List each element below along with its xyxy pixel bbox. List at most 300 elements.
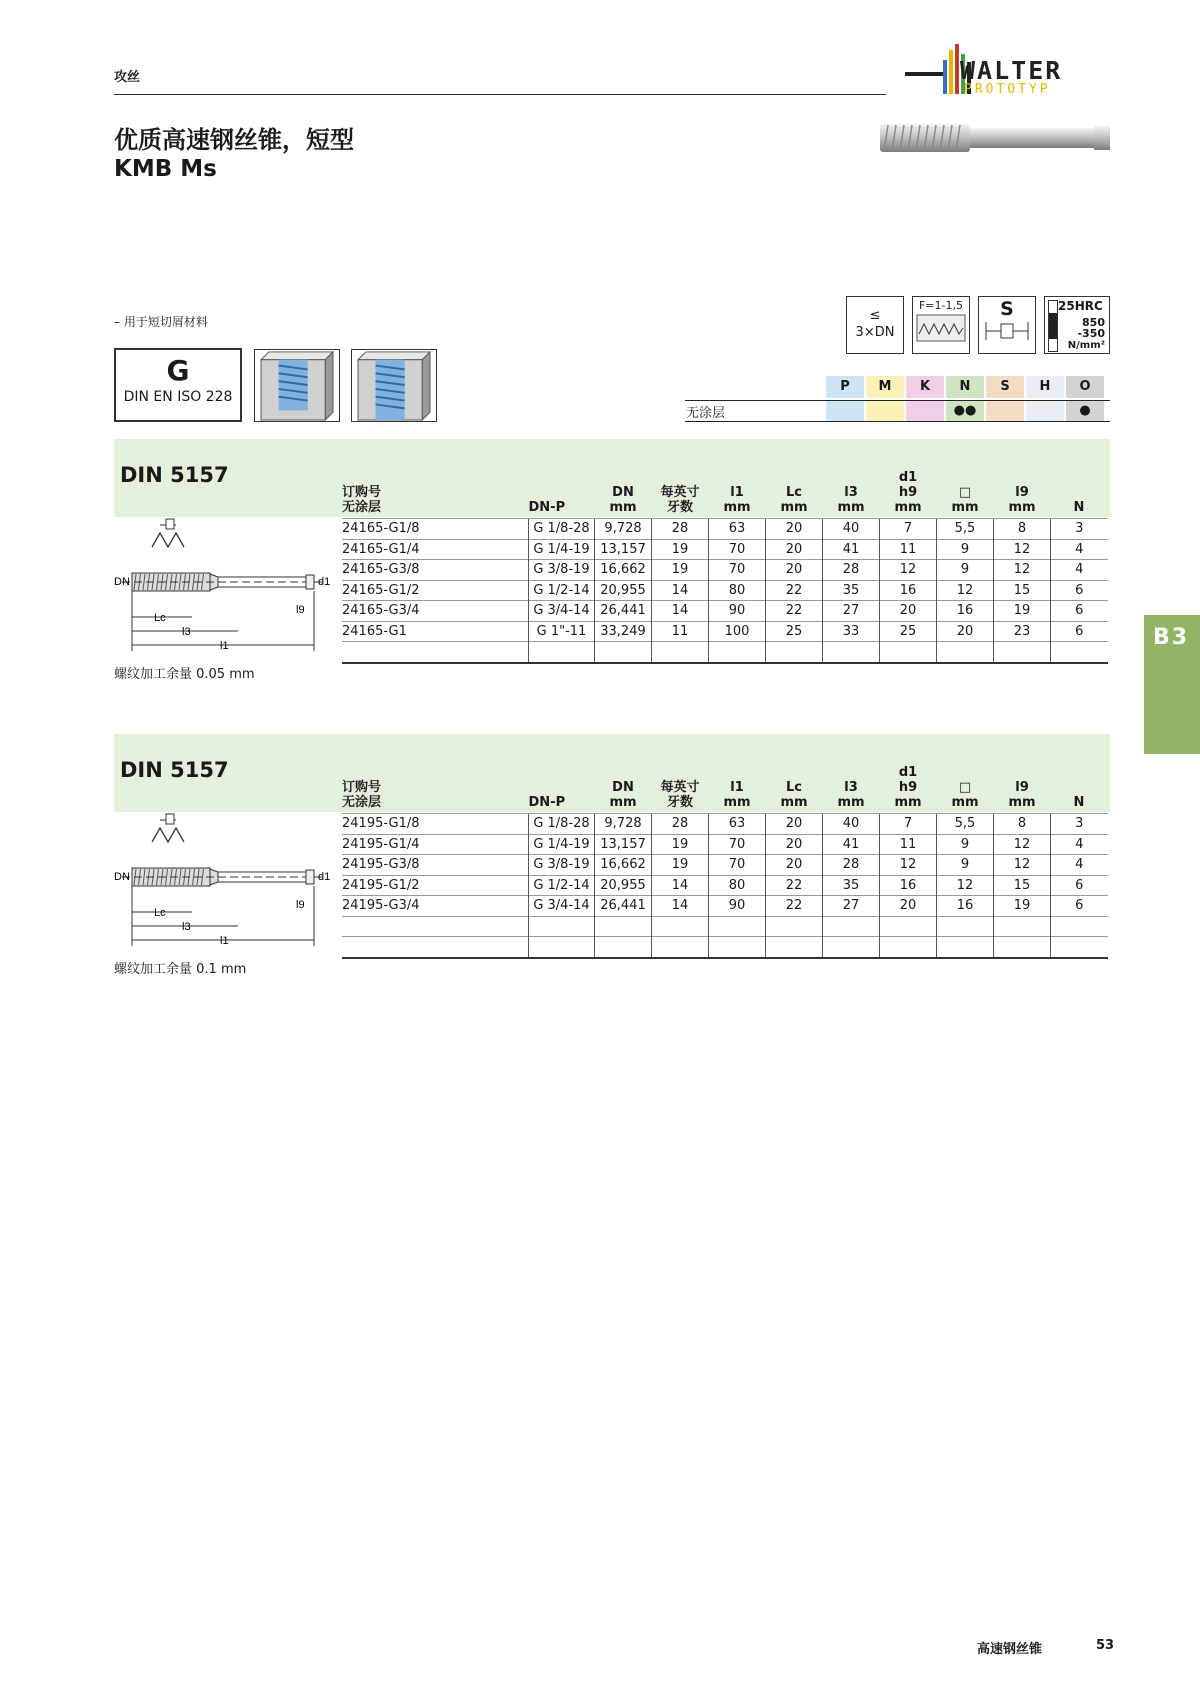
table-cell xyxy=(880,642,937,663)
header-text-order: 订购号 xyxy=(342,780,382,795)
table-cell xyxy=(529,937,595,958)
table-cell: 9,728 xyxy=(595,519,652,540)
table-cell: 41 xyxy=(823,834,880,855)
column-header xyxy=(652,752,709,814)
table-cell: G 1/8-28 xyxy=(529,814,595,835)
table-cell xyxy=(766,916,823,937)
dimensions-table xyxy=(342,752,1108,959)
shank-label: S xyxy=(1000,298,1014,320)
table-cell: 20 xyxy=(766,539,823,560)
table-cell: 16 xyxy=(937,896,994,917)
table-cell: 20 xyxy=(766,855,823,876)
header-text-dn_unit: mm xyxy=(609,500,637,515)
table-cell xyxy=(766,642,823,663)
table-cell: 20 xyxy=(766,834,823,855)
table-cell: 15 xyxy=(994,580,1051,601)
material-group-n: N xyxy=(946,376,984,398)
thread-form-icon xyxy=(912,296,970,354)
table-cell: 4 xyxy=(1051,834,1108,855)
order-number-cell: 24165-G3/4 xyxy=(342,601,529,622)
table-cell: 7 xyxy=(880,814,937,835)
table-cell xyxy=(595,916,652,937)
table-cell: 28 xyxy=(652,814,709,835)
logo-subline: PROTOTYP xyxy=(964,82,1051,97)
table-cell xyxy=(823,642,880,663)
table-cell: 9 xyxy=(937,539,994,560)
table-cell: 100 xyxy=(709,621,766,642)
header-text-unit: mm xyxy=(1008,795,1036,810)
table-cell: G 3/8-19 xyxy=(529,855,595,876)
table-cell: 4 xyxy=(1051,539,1108,560)
table-cell: 70 xyxy=(709,855,766,876)
chip-note: – 用于短切屑材料 xyxy=(114,315,208,329)
table-cell: 3 xyxy=(1051,814,1108,835)
table-cell xyxy=(652,937,709,958)
table-row[interactable] xyxy=(342,855,1108,876)
order-number-cell: 24165-G1/4 xyxy=(342,539,529,560)
table-cell: 22 xyxy=(766,875,823,896)
table-cell: 63 xyxy=(709,519,766,540)
table-cell: 4 xyxy=(1051,855,1108,876)
table-row[interactable] xyxy=(342,519,1108,540)
header-text-n: N xyxy=(1073,795,1085,810)
table-cell: 12 xyxy=(880,855,937,876)
coating-mark-m xyxy=(866,401,904,421)
table-cell: G 1/2-14 xyxy=(529,580,595,601)
header-text-tpi: 每英寸 xyxy=(660,485,700,500)
header-text-unit: mm xyxy=(894,500,922,515)
order-number-cell xyxy=(342,642,529,663)
header-text-d1: d1 xyxy=(898,470,918,485)
table-row[interactable] xyxy=(342,539,1108,560)
table-cell: G 3/8-19 xyxy=(529,560,595,581)
header-text-unit: mm xyxy=(780,500,808,515)
header-text-lc: Lc xyxy=(786,780,802,795)
depth-icon xyxy=(846,296,904,354)
table-cell: 20 xyxy=(766,814,823,835)
section-label: 攻丝 xyxy=(114,70,141,85)
table-row[interactable] xyxy=(342,642,1108,663)
table-cell: 5,5 xyxy=(937,814,994,835)
table-cell: 20,955 xyxy=(595,875,652,896)
table-cell: 5,5 xyxy=(937,519,994,540)
table-cell: 22 xyxy=(766,580,823,601)
column-header xyxy=(766,457,823,519)
header-text-dn: DN xyxy=(612,780,634,795)
table-cell: 19 xyxy=(652,560,709,581)
table-cell: 33,249 xyxy=(595,621,652,642)
svg-text:DN: DN xyxy=(114,576,130,588)
table-cell: 33 xyxy=(823,621,880,642)
header-text-dn_unit: mm xyxy=(609,795,637,810)
table-cell: 11 xyxy=(880,834,937,855)
column-header xyxy=(1051,752,1108,814)
thread-standard: DIN EN ISO 228 xyxy=(123,389,233,405)
product-name: KMB Ms xyxy=(114,156,217,182)
coating-mark-n: ●● xyxy=(946,401,984,421)
header-text-l1: l1 xyxy=(730,780,744,795)
table-cell: 8 xyxy=(994,814,1051,835)
tap-product-image xyxy=(880,122,1110,154)
table-cell: 12 xyxy=(880,560,937,581)
table-cell: G 1/4-19 xyxy=(529,834,595,855)
table-cell: 3 xyxy=(1051,519,1108,540)
header-text-unit: mm xyxy=(723,795,751,810)
coating-mark-s xyxy=(986,401,1024,421)
column-header xyxy=(823,457,880,519)
table-cell: 12 xyxy=(994,834,1051,855)
header-text-l9: l9 xyxy=(1015,780,1029,795)
table-row[interactable] xyxy=(342,814,1108,835)
table-cell: 16,662 xyxy=(595,855,652,876)
svg-text:l3: l3 xyxy=(182,921,191,933)
table-cell: 13,157 xyxy=(595,834,652,855)
table-cell: 9,728 xyxy=(595,814,652,835)
table-cell: 12 xyxy=(994,539,1051,560)
column-header xyxy=(880,752,937,814)
header-text-d1_tol: h9 xyxy=(898,485,918,500)
column-header xyxy=(342,752,529,814)
table-cell xyxy=(823,937,880,958)
column-header xyxy=(766,752,823,814)
header-text-d1: d1 xyxy=(898,765,918,780)
order-number-cell: 24165-G3/8 xyxy=(342,560,529,581)
column-header xyxy=(529,457,595,519)
chapter-tab[interactable] xyxy=(1144,615,1200,754)
thread-profile-icon xyxy=(916,314,966,342)
table-cell: 8 xyxy=(994,519,1051,540)
header-divider xyxy=(114,94,886,95)
table-cell: 20 xyxy=(937,621,994,642)
table-cell: 35 xyxy=(823,580,880,601)
table-cell xyxy=(595,642,652,663)
svg-text:DN: DN xyxy=(114,871,130,883)
table-cell: 22 xyxy=(766,896,823,917)
table-cell: 63 xyxy=(709,814,766,835)
table-cell: 11 xyxy=(652,621,709,642)
table-row[interactable] xyxy=(342,580,1108,601)
hardness-range: 850 -350 xyxy=(1077,316,1105,340)
table-cell: 23 xyxy=(994,621,1051,642)
table-cell: 6 xyxy=(1051,580,1108,601)
column-header xyxy=(709,752,766,814)
table-cell: G 3/4-14 xyxy=(529,896,595,917)
table-cell: G 1/2-14 xyxy=(529,875,595,896)
table-cell: 16,662 xyxy=(595,560,652,581)
table-row[interactable] xyxy=(342,601,1108,622)
table-cell: 14 xyxy=(652,875,709,896)
header-text-order_sub: 无涂层 xyxy=(342,500,382,515)
column-header xyxy=(709,457,766,519)
header-text-tpi_sub: 牙数 xyxy=(666,795,693,810)
svg-text:l1: l1 xyxy=(220,935,229,947)
table-cell: 9 xyxy=(937,560,994,581)
svg-text:l9: l9 xyxy=(296,899,305,911)
coating-mark-k xyxy=(906,401,944,421)
material-group-p: P xyxy=(826,376,864,398)
hardness-scale xyxy=(1048,300,1058,352)
table-cell xyxy=(652,916,709,937)
table-cell xyxy=(709,642,766,663)
thread-letter: G xyxy=(166,354,190,387)
table-cell xyxy=(709,916,766,937)
table-header-row xyxy=(342,457,1108,519)
header-text-sq: □ xyxy=(958,485,972,500)
header-text-l3: l3 xyxy=(844,485,858,500)
table-cell xyxy=(880,916,937,937)
header-text-dn: DN xyxy=(612,485,634,500)
table-cell: 27 xyxy=(823,601,880,622)
thread-form-label: F=1-1,5 xyxy=(918,299,963,312)
table-cell: G 3/4-14 xyxy=(529,601,595,622)
table-cell: 7 xyxy=(880,519,937,540)
coating-mark-o: ● xyxy=(1066,401,1104,421)
column-header xyxy=(1051,457,1108,519)
coating-mark-p xyxy=(826,401,864,421)
svg-text:d1: d1 xyxy=(318,576,331,588)
din-standard-title: DIN 5157 xyxy=(120,463,229,487)
hardness-unit: N/mm² xyxy=(1067,340,1105,351)
table-cell: 70 xyxy=(709,560,766,581)
column-header xyxy=(994,752,1051,814)
table-cell: 14 xyxy=(652,580,709,601)
svg-text:Lc: Lc xyxy=(154,907,166,919)
header-text-unit: mm xyxy=(723,500,751,515)
table-cell: 19 xyxy=(652,834,709,855)
order-number-cell: 24195-G3/4 xyxy=(342,896,529,917)
blind-hole-icon xyxy=(254,349,340,422)
header-text-tpi: 每英寸 xyxy=(660,780,700,795)
table-cell: 19 xyxy=(994,601,1051,622)
table-cell: 70 xyxy=(709,539,766,560)
material-group-k: K xyxy=(906,376,944,398)
order-number-cell: 24195-G3/8 xyxy=(342,855,529,876)
table-cell: 26,441 xyxy=(595,601,652,622)
table-cell: 80 xyxy=(709,580,766,601)
header-text-d1_tol: h9 xyxy=(898,780,918,795)
order-number-cell: 24195-G1/4 xyxy=(342,834,529,855)
table-cell xyxy=(937,937,994,958)
page-number: 53 xyxy=(1096,1638,1115,1653)
table-cell: 20 xyxy=(766,560,823,581)
table-cell: 40 xyxy=(823,814,880,835)
table-cell: 12 xyxy=(937,875,994,896)
depth-label: ≤ 3×DN xyxy=(855,308,895,340)
through-hole-icon xyxy=(351,349,437,422)
table-cell: 16 xyxy=(880,875,937,896)
table-cell: 40 xyxy=(823,519,880,540)
material-group-o: O xyxy=(1066,376,1104,398)
order-number-cell: 24195-G1/2 xyxy=(342,875,529,896)
table-row[interactable] xyxy=(342,916,1108,937)
order-number-cell xyxy=(342,916,529,937)
header-text-lc: Lc xyxy=(786,485,802,500)
table-cell: 6 xyxy=(1051,621,1108,642)
table-header-row xyxy=(342,752,1108,814)
table-cell xyxy=(529,916,595,937)
table-cell xyxy=(1051,937,1108,958)
column-header xyxy=(937,457,994,519)
table-cell: 9 xyxy=(937,855,994,876)
table-cell xyxy=(709,937,766,958)
column-header xyxy=(652,457,709,519)
table-row[interactable] xyxy=(342,875,1108,896)
thread-standard-box xyxy=(114,348,242,422)
order-number-cell: 24195-G1/8 xyxy=(342,814,529,835)
table-cell: 19 xyxy=(652,855,709,876)
table-cell: 12 xyxy=(994,855,1051,876)
order-number-cell: 24165-G1/2 xyxy=(342,580,529,601)
table-cell: 4 xyxy=(1051,560,1108,581)
table-cell: 25 xyxy=(766,621,823,642)
table-cell: 6 xyxy=(1051,875,1108,896)
column-header xyxy=(342,457,529,519)
header-text-unit: mm xyxy=(951,795,979,810)
column-header xyxy=(595,457,652,519)
table-cell: 19 xyxy=(994,896,1051,917)
page-title: 优质高速钢丝锥，短型 xyxy=(114,126,354,154)
table-cell: 28 xyxy=(823,855,880,876)
table-cell xyxy=(937,916,994,937)
table-cell: 26,441 xyxy=(595,896,652,917)
column-header xyxy=(823,752,880,814)
header-text-unit: mm xyxy=(837,500,865,515)
column-header xyxy=(937,752,994,814)
column-header xyxy=(880,457,937,519)
table-row[interactable] xyxy=(342,560,1108,581)
table-cell: G 1/8-28 xyxy=(529,519,595,540)
footer-category: 高速钢丝锥 xyxy=(977,1642,1043,1657)
shank-icon xyxy=(978,296,1036,354)
table-cell: 6 xyxy=(1051,601,1108,622)
table-cell: 28 xyxy=(823,560,880,581)
material-group-m: M xyxy=(866,376,904,398)
table-cell: 14 xyxy=(652,601,709,622)
table-cell: 90 xyxy=(709,896,766,917)
table-row[interactable] xyxy=(342,621,1108,642)
table-cell: 13,157 xyxy=(595,539,652,560)
tap-dimension-diagram xyxy=(114,812,336,948)
table-cell: 90 xyxy=(709,601,766,622)
svg-text:l1: l1 xyxy=(220,640,229,652)
table-cell: 20 xyxy=(880,601,937,622)
header-text-l3: l3 xyxy=(844,780,858,795)
svg-text:l9: l9 xyxy=(296,604,305,616)
table-cell: 20,955 xyxy=(595,580,652,601)
table-cell: 25 xyxy=(880,621,937,642)
din-standard-title: DIN 5157 xyxy=(120,758,229,782)
hardness-top: 25HRC xyxy=(1058,299,1103,313)
header-text-l9: l9 xyxy=(1015,485,1029,500)
order-number-cell xyxy=(342,937,529,958)
table-cell xyxy=(994,916,1051,937)
table-cell xyxy=(994,642,1051,663)
material-group-s: S xyxy=(986,376,1024,398)
table-cell xyxy=(1051,642,1108,663)
header-text-tpi_sub: 牙数 xyxy=(666,500,693,515)
table-cell: 9 xyxy=(937,834,994,855)
table-cell: 27 xyxy=(823,896,880,917)
column-header xyxy=(994,457,1051,519)
table-cell: 6 xyxy=(1051,896,1108,917)
header-text-unit: mm xyxy=(837,795,865,810)
order-number-cell: 24165-G1/8 xyxy=(342,519,529,540)
header-text-unit: mm xyxy=(780,795,808,810)
table-cell: G 1/4-19 xyxy=(529,539,595,560)
table-cell xyxy=(529,642,595,663)
table-cell xyxy=(994,937,1051,958)
column-header xyxy=(595,752,652,814)
table-cell xyxy=(1051,916,1108,937)
table-cell xyxy=(823,916,880,937)
table-cell: 12 xyxy=(937,580,994,601)
order-number-cell: 24165-G1 xyxy=(342,621,529,642)
table-cell: G 1"-11 xyxy=(529,621,595,642)
hardness-icon xyxy=(1044,296,1110,354)
table-cell: 80 xyxy=(709,875,766,896)
header-text-order: 订购号 xyxy=(342,485,382,500)
table-cell: 20 xyxy=(880,896,937,917)
header-text-dnp: DN-P xyxy=(528,500,566,515)
table-cell: 22 xyxy=(766,601,823,622)
table-cell: 20 xyxy=(766,519,823,540)
header-text-unit: mm xyxy=(1008,500,1036,515)
table-cell: 35 xyxy=(823,875,880,896)
header-text-unit: mm xyxy=(894,795,922,810)
header-text-l1: l1 xyxy=(730,485,744,500)
header-text-unit: mm xyxy=(951,500,979,515)
dimensions-table xyxy=(342,457,1108,664)
header-text-n: N xyxy=(1073,500,1085,515)
thread-allowance-note: 螺纹加工余量 0.05 mm xyxy=(114,667,255,682)
svg-text:l3: l3 xyxy=(182,626,191,638)
header-text-order_sub: 无涂层 xyxy=(342,795,382,810)
table-cell: 16 xyxy=(880,580,937,601)
table-cell: 41 xyxy=(823,539,880,560)
table-cell: 15 xyxy=(994,875,1051,896)
table-cell: 11 xyxy=(880,539,937,560)
svg-text:Lc: Lc xyxy=(154,612,166,624)
table-cell: 70 xyxy=(709,834,766,855)
logo-wordmark: WALTER xyxy=(960,56,1063,85)
table-cell: 12 xyxy=(994,560,1051,581)
table-cell: 14 xyxy=(652,896,709,917)
header-text-sq: □ xyxy=(958,780,972,795)
table-row[interactable] xyxy=(342,834,1108,855)
coating-bottom-rule xyxy=(685,421,1110,422)
svg-text:d1: d1 xyxy=(318,871,331,883)
header-text-dnp: DN-P xyxy=(528,795,566,810)
tap-dimension-diagram xyxy=(114,517,336,653)
table-row[interactable] xyxy=(342,896,1108,917)
coating-label: 无涂层 xyxy=(686,406,726,421)
table-cell xyxy=(652,642,709,663)
shank-dimension-icon xyxy=(982,320,1032,342)
coating-mark-h xyxy=(1026,401,1064,421)
chapter-tab-label: B3 xyxy=(1153,625,1190,650)
table-cell: 28 xyxy=(652,519,709,540)
thread-allowance-note: 螺纹加工余量 0.1 mm xyxy=(114,962,247,977)
table-cell xyxy=(766,937,823,958)
table-cell xyxy=(880,937,937,958)
table-cell xyxy=(595,937,652,958)
table-cell xyxy=(937,642,994,663)
table-cell: 19 xyxy=(652,539,709,560)
table-row[interactable] xyxy=(342,937,1108,958)
column-header xyxy=(529,752,595,814)
material-group-h: H xyxy=(1026,376,1064,398)
table-cell: 16 xyxy=(937,601,994,622)
